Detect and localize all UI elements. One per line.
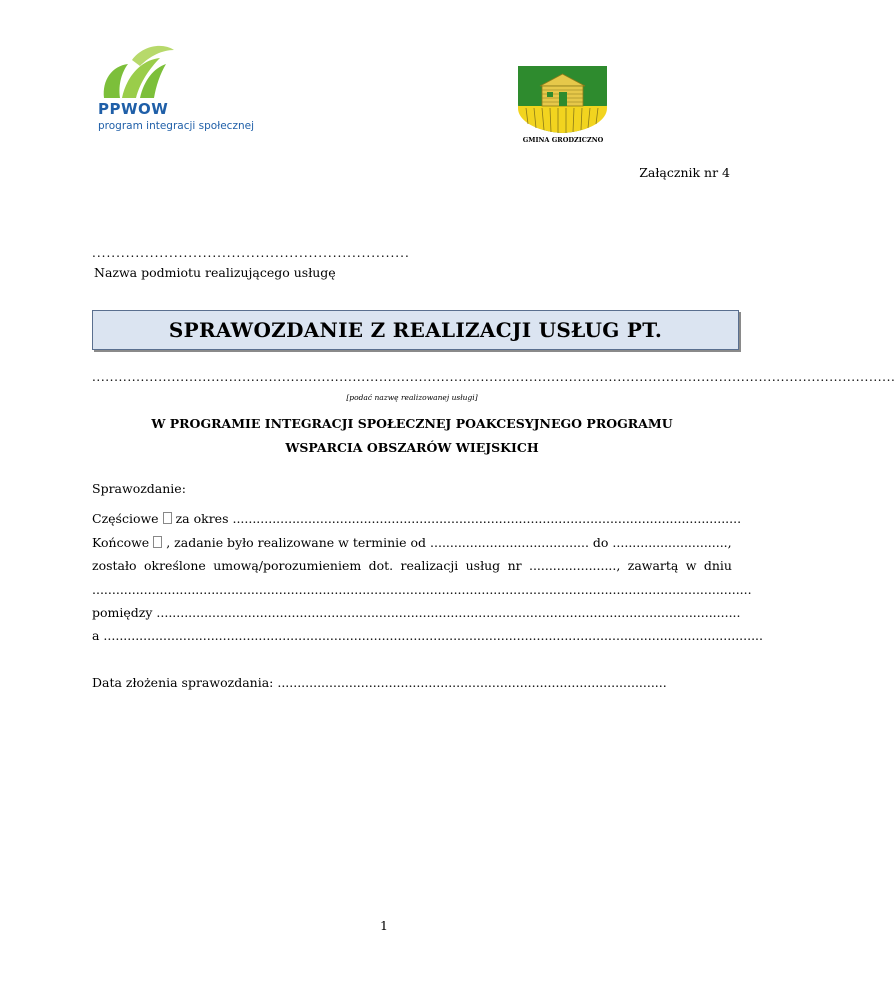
contract-word: zostało (92, 558, 137, 573)
entity-name-label: Nazwa podmiotu realizującego usługę (94, 265, 336, 280)
partial-checkbox[interactable] (163, 512, 172, 524)
parties-between-field[interactable]: pomiędzy ................................................................................................................................................... (92, 605, 741, 620)
program-heading-line1: W PROGRAMIE INTEGRACJI SPOŁECZNEJ POAKCESYJNEGO PROGRAMU (151, 416, 673, 431)
annex-label: Załącznik nr 4 (639, 165, 730, 180)
contract-word: dot. (368, 558, 394, 573)
crest-label: GMINA GRODZICZNO (522, 136, 604, 144)
entity-name-field[interactable]: .................................................................. (92, 246, 410, 260)
contract-word: umową/porozumieniem (213, 558, 362, 573)
partial-label: Częściowe (92, 511, 159, 526)
contract-word: w (685, 558, 697, 573)
contract-date-field[interactable]: ...................................................................................................................................................................... (92, 582, 752, 597)
final-report-line (92, 535, 732, 550)
final-period[interactable]: , zadanie było realizowane w terminie od ........................................ do ............................., (166, 535, 732, 550)
title-box (92, 310, 739, 350)
service-name-hint: [podać nazwę realizowanej usługi] (346, 393, 478, 402)
contract-word: zawartą (627, 558, 679, 573)
contract-word: określone (143, 558, 206, 573)
contract-word: nr (507, 558, 522, 573)
contract-word: usług (465, 558, 501, 573)
program-heading-line2: WSPARCIA OBSZARÓW WIEJSKICH (285, 440, 539, 455)
final-checkbox[interactable] (153, 536, 162, 548)
program-heading (92, 412, 732, 460)
contract-word: dniu (703, 558, 732, 573)
parties-and-field[interactable]: a ...................................................................................................................................................................... (92, 628, 764, 643)
report-label: Sprawozdanie: (92, 481, 186, 496)
logo-title: PPWOW (98, 100, 169, 118)
contract-number-field[interactable]: ......................, (528, 558, 621, 573)
partial-report-line (92, 511, 742, 526)
logo-subtitle: program integracji społecznej (98, 120, 254, 132)
final-label: Końcowe (92, 535, 150, 550)
contract-word: realizacji (400, 558, 459, 573)
page-number: 1 (380, 918, 388, 933)
contract-line (92, 558, 732, 573)
partial-period[interactable]: za okres ................................................................................................................................ (175, 511, 742, 526)
coat-of-arms-icon (516, 64, 609, 134)
service-name-field[interactable]: ...................................................................................................................................................................................... (92, 370, 895, 384)
document-title: SPRAWOZDANIE Z REALIZACJI USŁUG PT. (168, 318, 663, 342)
submission-date-field[interactable]: Data złożenia sprawozdania: .................................................................................................. (92, 675, 667, 690)
